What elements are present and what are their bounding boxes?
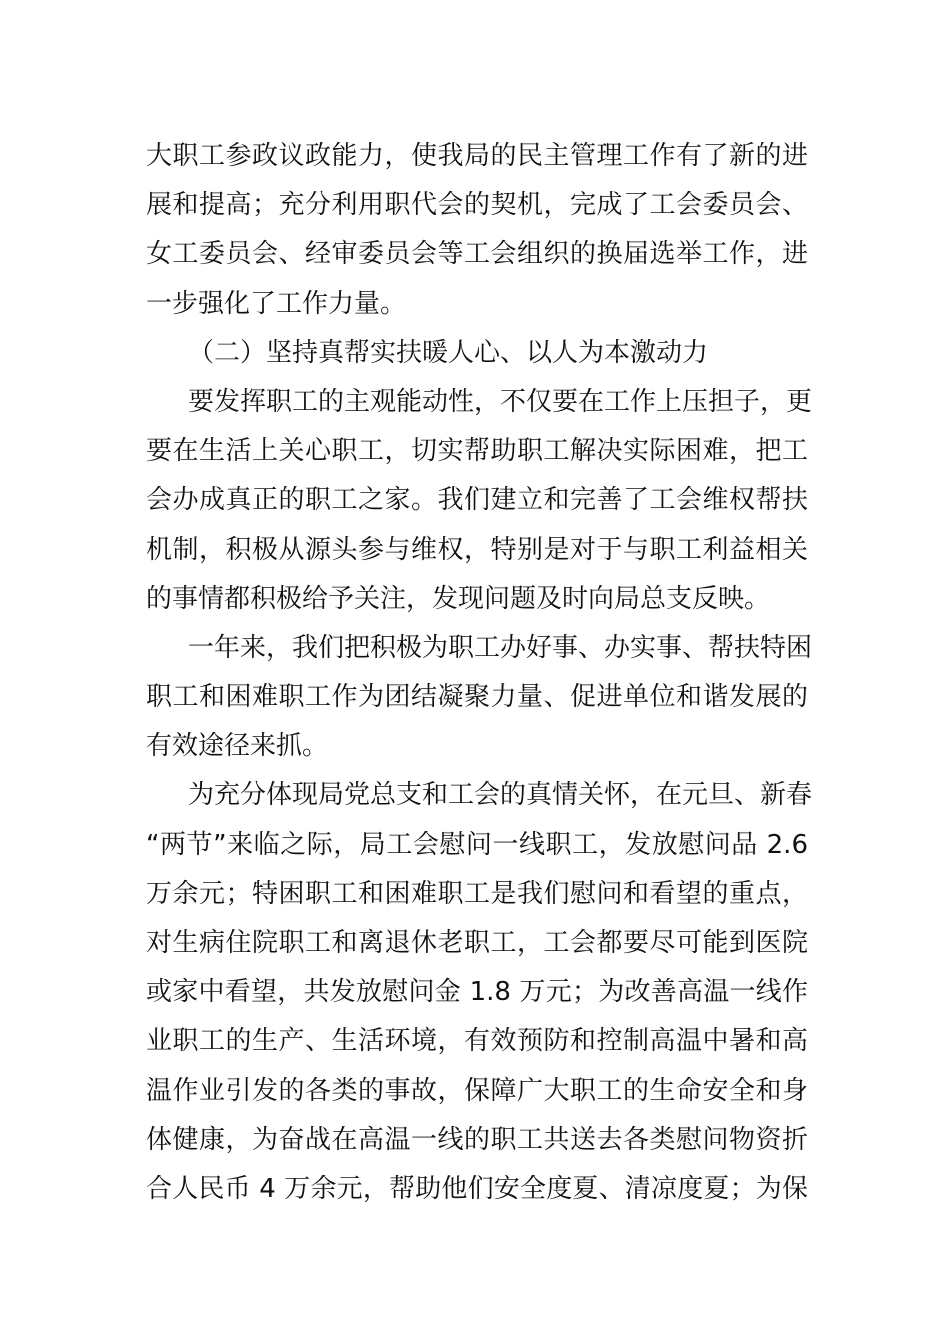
- text-line: 或家中看望，共发放慰问金 1.8 万元；为改善高温一线作: [146, 977, 808, 1008]
- text-line: 为充分体现局党总支和工会的真情关怀，在元旦、新春: [188, 780, 813, 811]
- text-line: 女工委员会、经审委员会等工会组织的换届选举工作，进: [146, 239, 808, 270]
- text-line: 展和提高；充分利用职代会的契机，完成了工会委员会、: [146, 190, 808, 221]
- text-line: 要在生活上关心职工，切实帮助职工解决实际困难，把工: [146, 436, 808, 467]
- text-line: 的事情都积极给予关注，发现问题及时向局总支反映。: [146, 583, 771, 614]
- text-line: 业职工的生产、生活环境，有效预防和控制高温中暑和高: [146, 1026, 808, 1057]
- text-line: 职工和困难职工作为团结凝聚力量、促进单位和谐发展的: [146, 682, 808, 713]
- text-line: 一年来，我们把积极为职工办好事、办实事、帮扶特困: [188, 632, 813, 663]
- text-line: 要发挥职工的主观能动性，不仅要在工作上压担子，更: [188, 386, 813, 417]
- text-line: 会办成真正的职工之家。我们建立和完善了工会维权帮扶: [146, 485, 808, 516]
- text-line: 对生病住院职工和离退休老职工，工会都要尽可能到医院: [146, 928, 808, 958]
- section-heading: （二）坚持真帮实扶暖人心、以人为本激动力: [188, 337, 709, 368]
- text-line: 有效途径来抓。: [146, 731, 329, 762]
- text-line: 温作业引发的各类的事故，保障广大职工的生命安全和身: [146, 1075, 808, 1106]
- text-line: 一步强化了工作力量。: [146, 288, 407, 319]
- text-line: 万余元；特困职工和困难职工是我们慰问和看望的重点，: [146, 878, 808, 909]
- text-line: 机制，积极从源头参与维权，特别是对于与职工利益相关: [146, 534, 808, 565]
- text-line: 合人民币 4 万余元，帮助他们安全度夏、清凉度夏；为保: [146, 1173, 808, 1204]
- body-text: [146, 132, 813, 1214]
- text-line: 大职工参政议政能力，使我局的民主管理工作有了新的进: [146, 141, 808, 171]
- text-line: “两节”来临之际，局工会慰问一线职工，发放慰问品 2.6: [146, 829, 808, 860]
- text-line: 体健康，为奋战在高温一线的职工共送去各类慰问物资折: [146, 1124, 808, 1155]
